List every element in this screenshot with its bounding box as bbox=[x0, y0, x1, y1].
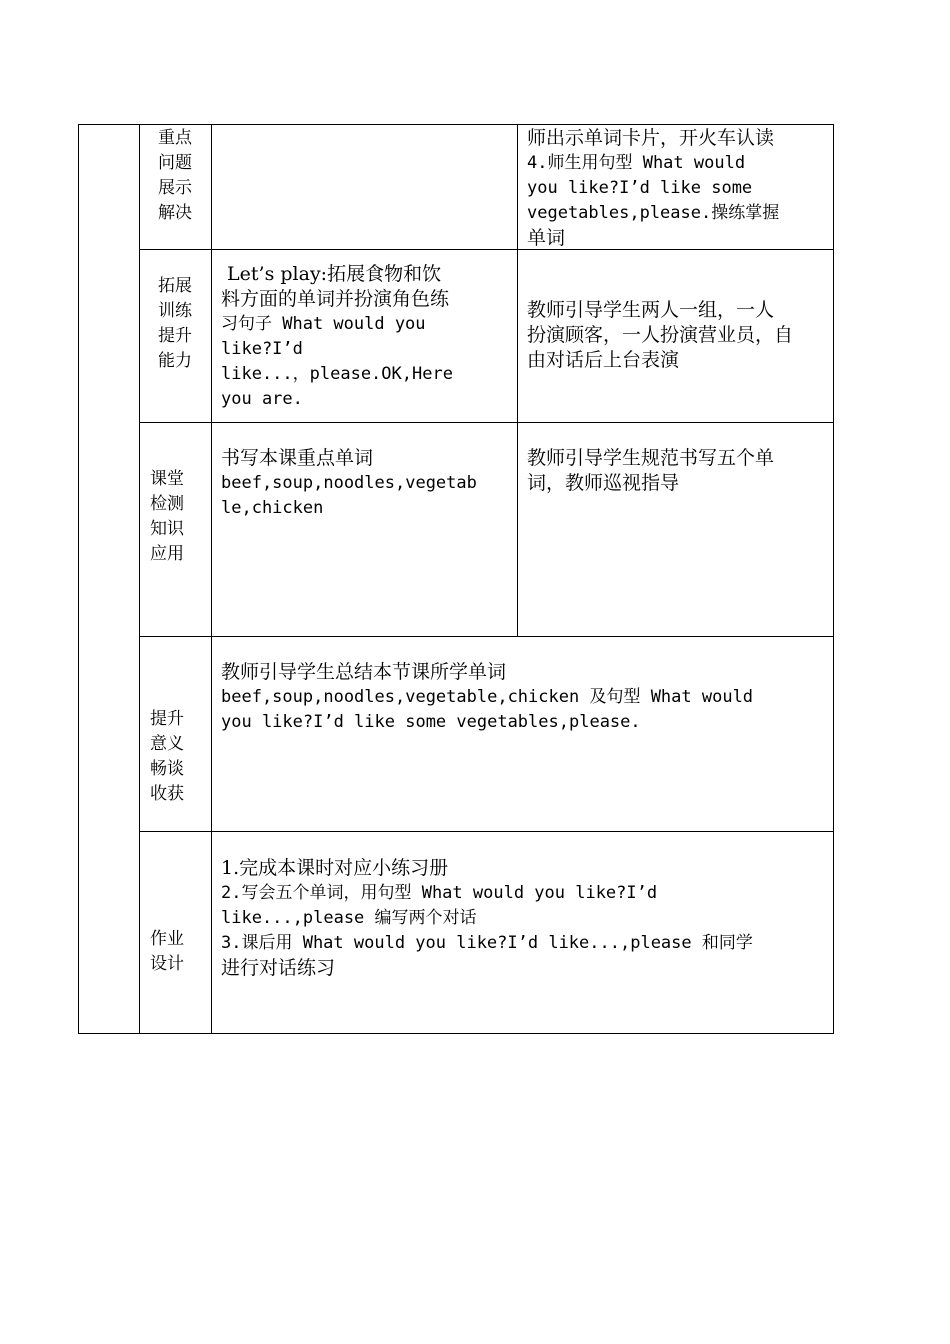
text-line: 教师引导学生总结本节课所学单词 bbox=[221, 661, 507, 683]
teacher-cell bbox=[527, 298, 829, 373]
summary-cell bbox=[221, 660, 829, 735]
row-label-line: 课堂 bbox=[150, 469, 184, 489]
column-divider-3 bbox=[517, 124, 518, 637]
column-divider-1 bbox=[139, 124, 140, 1034]
text-line: 教师引导学生两人一组，一人 bbox=[527, 299, 775, 321]
text-line: you are. bbox=[221, 389, 303, 409]
text-line: 书写本课重点单词 bbox=[221, 447, 374, 469]
text-line: 师出示单词卡片，开火车认读 bbox=[527, 127, 775, 149]
text-line: 教师引导学生规范书写五个单 bbox=[527, 447, 775, 469]
text-line: like?I’d bbox=[221, 339, 303, 359]
text-line: 料方面的单词并扮演角色练 bbox=[221, 288, 450, 310]
row-label-line: 提升 bbox=[158, 326, 192, 346]
text-line: 扮演顾客，一人扮演营业员，自 bbox=[527, 324, 794, 346]
row-label-line: 作业 bbox=[150, 929, 184, 949]
text-line: le,chicken bbox=[221, 498, 324, 518]
text-line: you like?I’d like some bbox=[527, 178, 753, 198]
row-label bbox=[150, 927, 190, 977]
row-label-line: 设计 bbox=[150, 954, 184, 974]
text-line: 4.师生用句型 What would bbox=[527, 153, 746, 173]
row-label bbox=[158, 126, 198, 226]
text-line: beef,soup,noodles,vegetable,chicken 及句型 What would bbox=[221, 687, 754, 707]
row-label-line: 问题 bbox=[158, 153, 192, 173]
row-label-line: 提升 bbox=[150, 709, 184, 729]
row-label-line: 能力 bbox=[158, 351, 192, 371]
text-line: 3.课后用 What would you like?I’d like...,please 和同学 bbox=[221, 933, 753, 953]
text-line: 单词 bbox=[527, 227, 566, 249]
teacher-cell bbox=[527, 446, 827, 496]
row-label-line: 重点 bbox=[158, 128, 192, 148]
row-label-line: 检测 bbox=[150, 494, 184, 514]
row-label-line: 拓展 bbox=[158, 276, 192, 296]
table-border-left bbox=[78, 124, 79, 1034]
row-divider-3 bbox=[139, 636, 834, 637]
homework-cell bbox=[221, 856, 829, 981]
text-line: vegetables,please.操练掌握 bbox=[527, 203, 780, 223]
row-label-line: 应用 bbox=[150, 544, 184, 564]
text-line: 词，教师巡视指导 bbox=[527, 472, 680, 494]
activity-cell bbox=[221, 446, 513, 521]
table-border-top bbox=[78, 124, 834, 125]
text-line: 进行对话练习 bbox=[221, 957, 336, 979]
row-label bbox=[150, 707, 190, 807]
row-label-line: 解决 bbox=[158, 203, 192, 223]
activity-cell bbox=[221, 262, 513, 412]
table-border-right bbox=[833, 124, 834, 1034]
row-label-line: 畅谈 bbox=[150, 759, 184, 779]
text-line: like...，please.OK,Here bbox=[221, 364, 453, 384]
row-label-line: 知识 bbox=[150, 519, 184, 539]
row-label-line: 训练 bbox=[158, 301, 192, 321]
text-line: 2.写会五个单词，用句型 What would you like?I’d bbox=[221, 883, 658, 903]
row-label-line: 收获 bbox=[150, 784, 184, 804]
text-line: beef,soup,noodles,vegetab bbox=[221, 473, 477, 493]
row-label-line: 展示 bbox=[158, 178, 192, 198]
text-line: you like?I’d like some vegetables,please. bbox=[221, 712, 641, 732]
table-border-bottom bbox=[78, 1033, 834, 1034]
row-label-line: 意义 bbox=[150, 734, 184, 754]
row-label bbox=[158, 274, 198, 374]
text-line: Let’s play:拓展食物和饮 bbox=[221, 263, 442, 285]
row-divider-2 bbox=[139, 422, 834, 423]
text-line: 1.完成本课时对应小练习册 bbox=[221, 857, 449, 879]
column-divider-2 bbox=[211, 124, 212, 1034]
text-line: 习句子 What would you bbox=[221, 314, 426, 334]
row-divider-4 bbox=[139, 831, 834, 832]
row-label bbox=[150, 467, 190, 567]
text-line: like...,please 编写两个对话 bbox=[221, 908, 477, 928]
text-line: 由对话后上台表演 bbox=[527, 349, 680, 371]
teacher-cell bbox=[527, 126, 827, 251]
